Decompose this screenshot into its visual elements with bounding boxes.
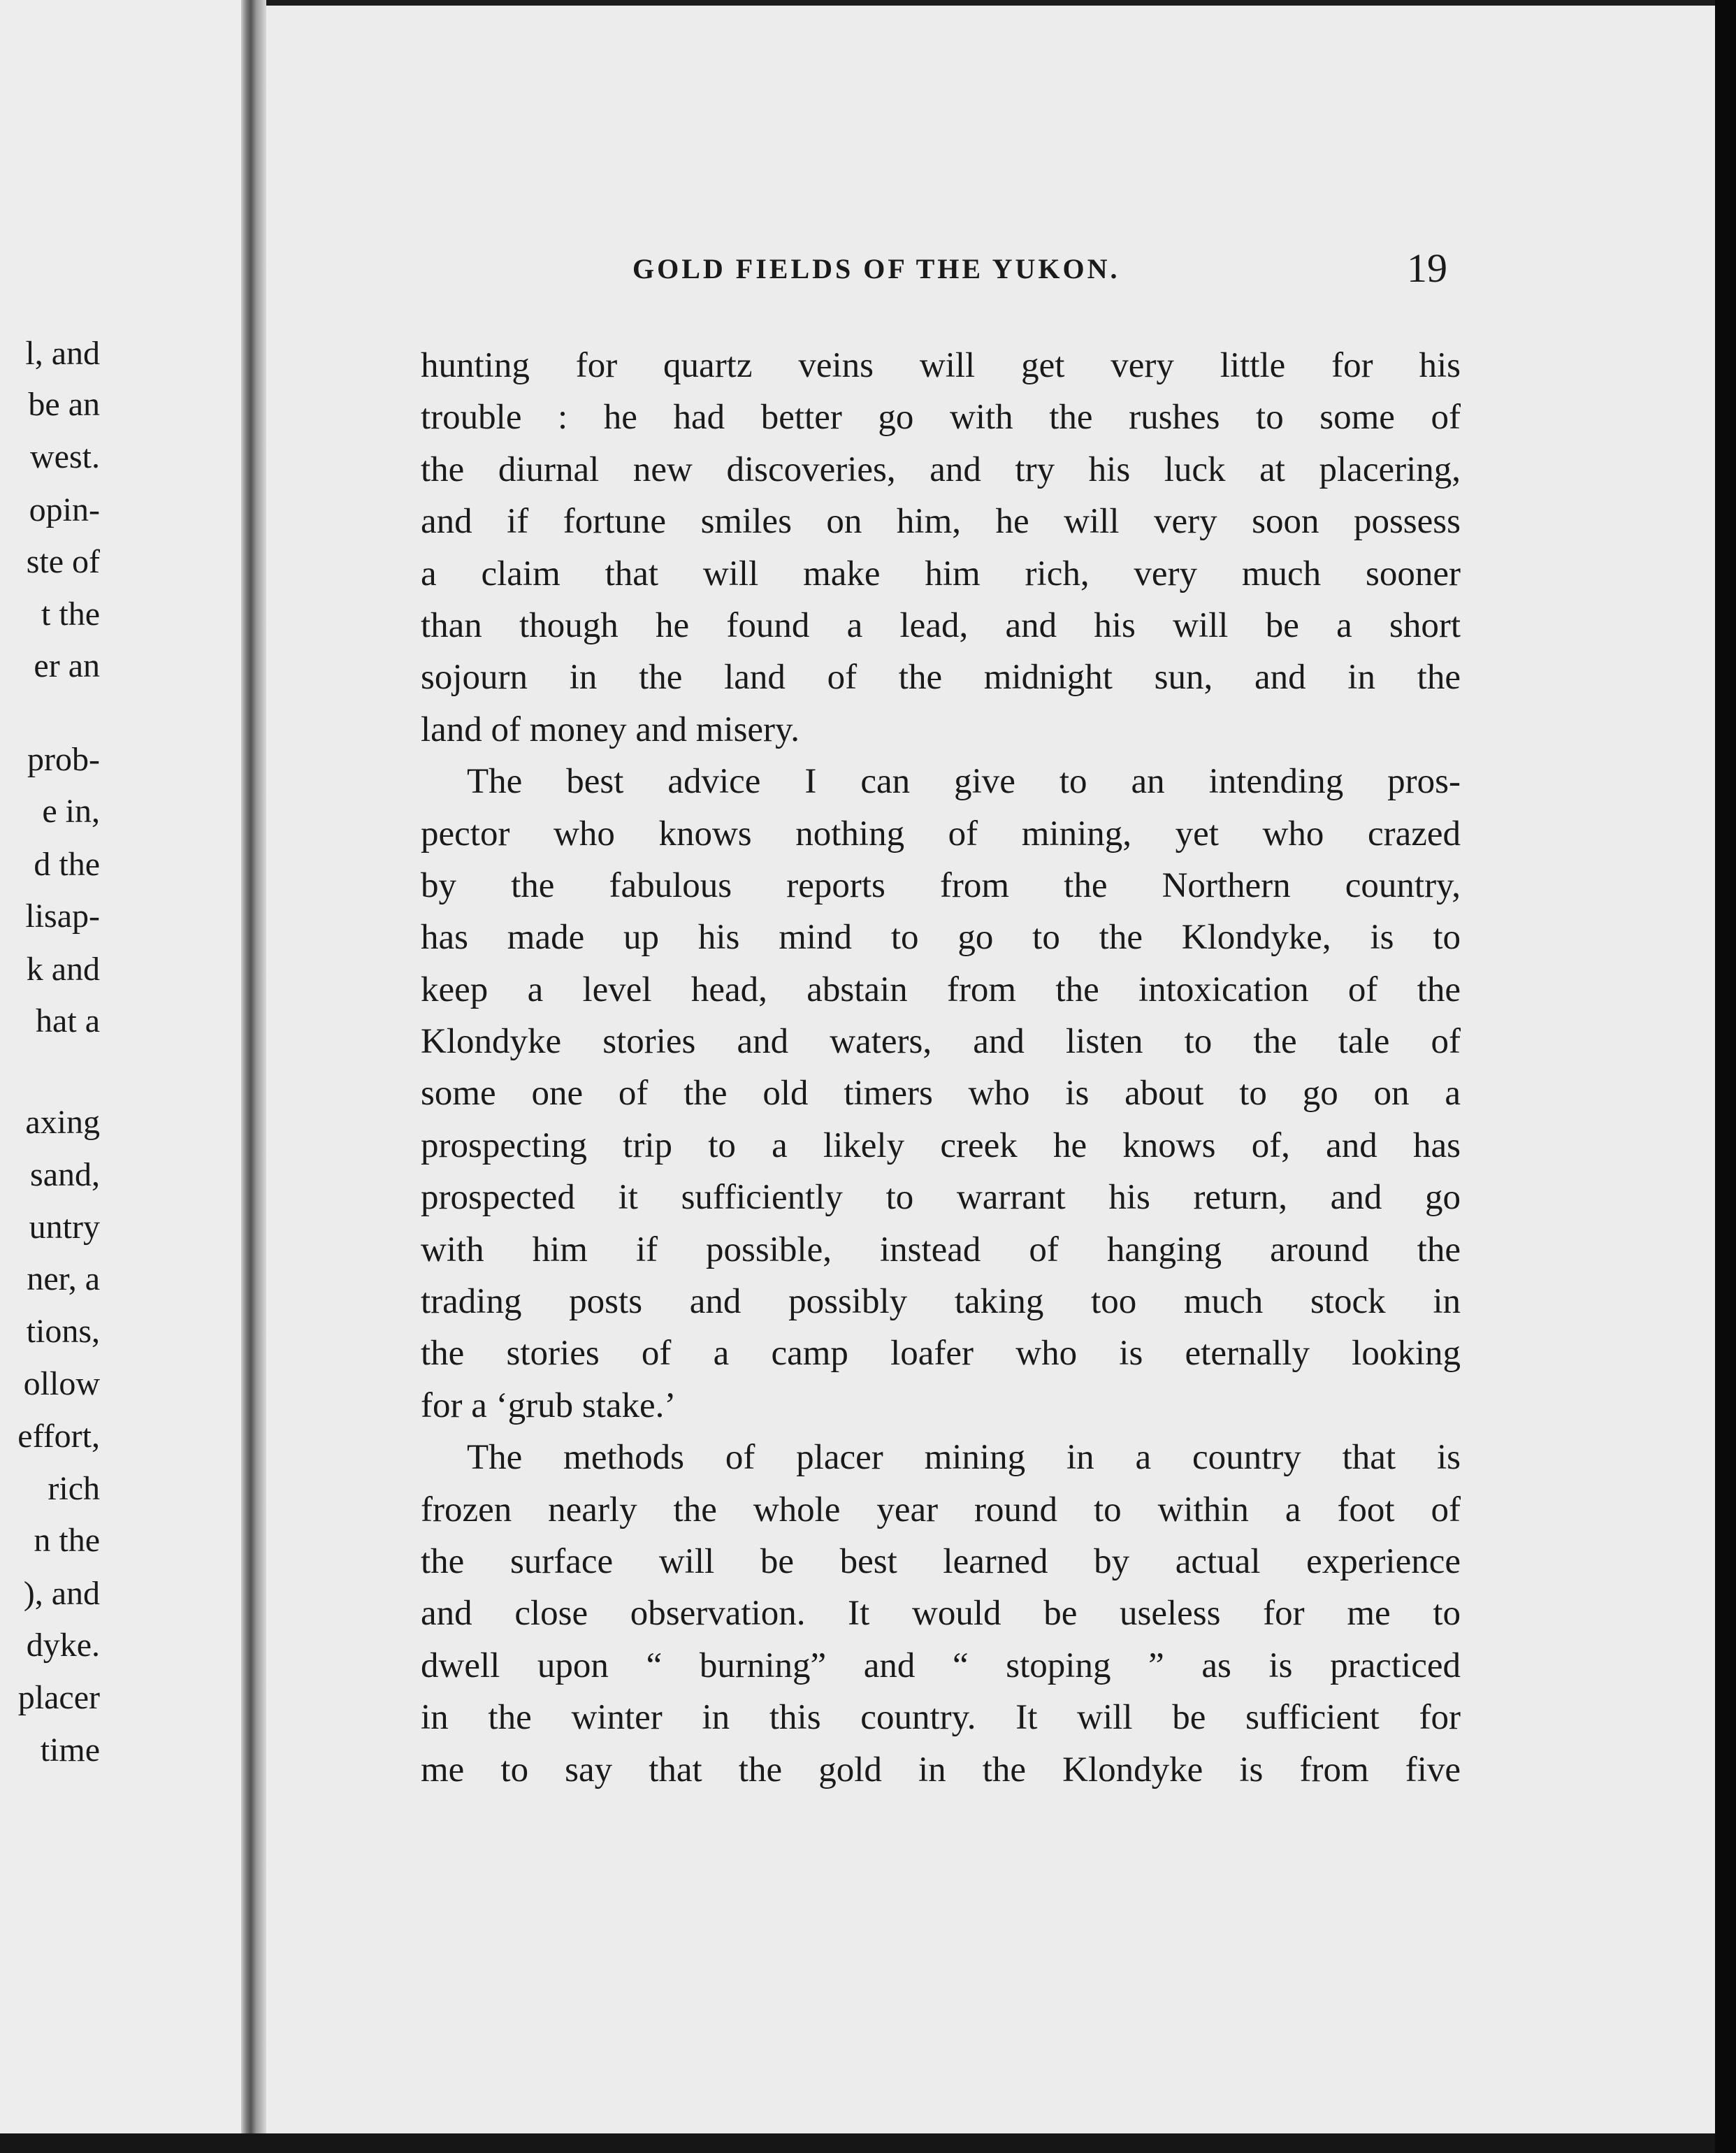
body-text-line: keep a level head, abstain from the intoxication of the	[421, 970, 1461, 1009]
body-text-line: the diurnal new discoveries, and try his luck at placering,	[421, 449, 1461, 489]
left-page-line: effort,	[17, 1418, 100, 1455]
body-text-line: sojourn in the land of the midnight sun, and in the	[421, 658, 1461, 698]
left-page-line: ste of	[26, 543, 100, 580]
body-text-line: Klondyke stories and waters, and listen to the tale of	[421, 1022, 1461, 1062]
body-text-line: by the fabulous reports from the Northern country,	[421, 865, 1461, 905]
body-text-line: dwell upon “ burning” and “ stoping ” as is practiced	[421, 1646, 1461, 1685]
left-page-line: dyke.	[26, 1627, 100, 1664]
left-page-line: be an	[28, 386, 100, 423]
bottom-scan-border	[0, 2133, 1715, 2153]
body-text-line: than though he found a lead, and his will be a short	[421, 605, 1461, 645]
left-page-line: west.	[30, 438, 100, 475]
body-text-line: prospecting trip to a likely creek he knows of, and has	[421, 1125, 1461, 1165]
body-text-line: hunting for quartz veins will get very little for his	[421, 346, 1461, 385]
top-page-edge	[266, 0, 1715, 6]
body-text-line: and if fortune smiles on him, he will very soon possess	[421, 502, 1461, 542]
left-page-line: t the	[41, 596, 100, 633]
left-page-line: k and	[26, 951, 100, 988]
left-page-line: hat a	[36, 1002, 100, 1039]
body-text-line: the stories of a camp loafer who is eternally looking	[421, 1334, 1461, 1374]
left-page-text-fragment	[0, 0, 100, 2153]
left-page-line: tions,	[26, 1313, 100, 1350]
body-text-line: pector who knows nothing of mining, yet who crazed	[421, 814, 1461, 854]
left-page-line: n the	[34, 1522, 100, 1559]
body-text-line: land of money and misery.	[421, 710, 800, 749]
body-text-line: frozen nearly the whole year round to within a foot of	[421, 1490, 1461, 1529]
left-page-line: ner, a	[27, 1260, 100, 1297]
body-text-line: me to say that the gold in the Klondyke is from five	[421, 1750, 1461, 1790]
body-text-line: prospected it sufficiently to warrant his return, and go	[421, 1178, 1461, 1218]
left-page-line: time	[40, 1731, 100, 1769]
body-text-line: some one of the old timers who is about to go on a	[421, 1074, 1461, 1114]
body-text-line: the surface will be best learned by actual experience	[421, 1541, 1461, 1581]
body-text	[421, 340, 1461, 1796]
body-text-line: a claim that will make him rich, very much sooner	[421, 554, 1461, 593]
left-page-line: l, and	[25, 335, 100, 372]
page-number: 19	[1407, 245, 1447, 291]
left-page-line: er an	[34, 647, 100, 684]
left-page-line: untry	[29, 1209, 100, 1246]
body-text-line: in the winter in this country. It will be sufficient for	[421, 1698, 1461, 1738]
running-title: GOLD FIELDS OF THE YUKON.	[632, 253, 1120, 285]
body-text-line: for a ‘grub stake.’	[421, 1385, 677, 1425]
body-text-line: trading posts and possibly taking too much stock in	[421, 1282, 1461, 1322]
body-text-line: has made up his mind to go to the Klondyke, is to	[421, 918, 1461, 958]
left-page-line: lisap-	[25, 898, 100, 935]
left-page-line: axing	[25, 1104, 100, 1141]
left-page-line: placer	[17, 1679, 100, 1716]
left-page-line: ), and	[23, 1575, 100, 1612]
left-page-line: ollow	[23, 1365, 100, 1402]
body-text-line: The methods of placer mining in a country that is	[467, 1438, 1461, 1478]
left-page-line: rich	[48, 1470, 100, 1507]
left-page-line: prob-	[27, 741, 100, 778]
book-binding-gutter	[241, 0, 266, 2153]
left-page-line: e in,	[42, 793, 100, 830]
body-text-line: and close observation. It would be useless for me to	[421, 1594, 1461, 1634]
body-text-line: trouble : he had better go with the rushes to some of	[421, 398, 1461, 438]
body-text-line: with him if possible, instead of hanging around the	[421, 1230, 1461, 1269]
left-page-line: opin-	[29, 491, 100, 528]
body-text-line: The best advice I can give to an intending pros-	[467, 762, 1461, 802]
left-page-line: sand,	[30, 1156, 100, 1193]
left-page-line: d the	[34, 846, 100, 883]
right-scan-border	[1715, 0, 1736, 2153]
